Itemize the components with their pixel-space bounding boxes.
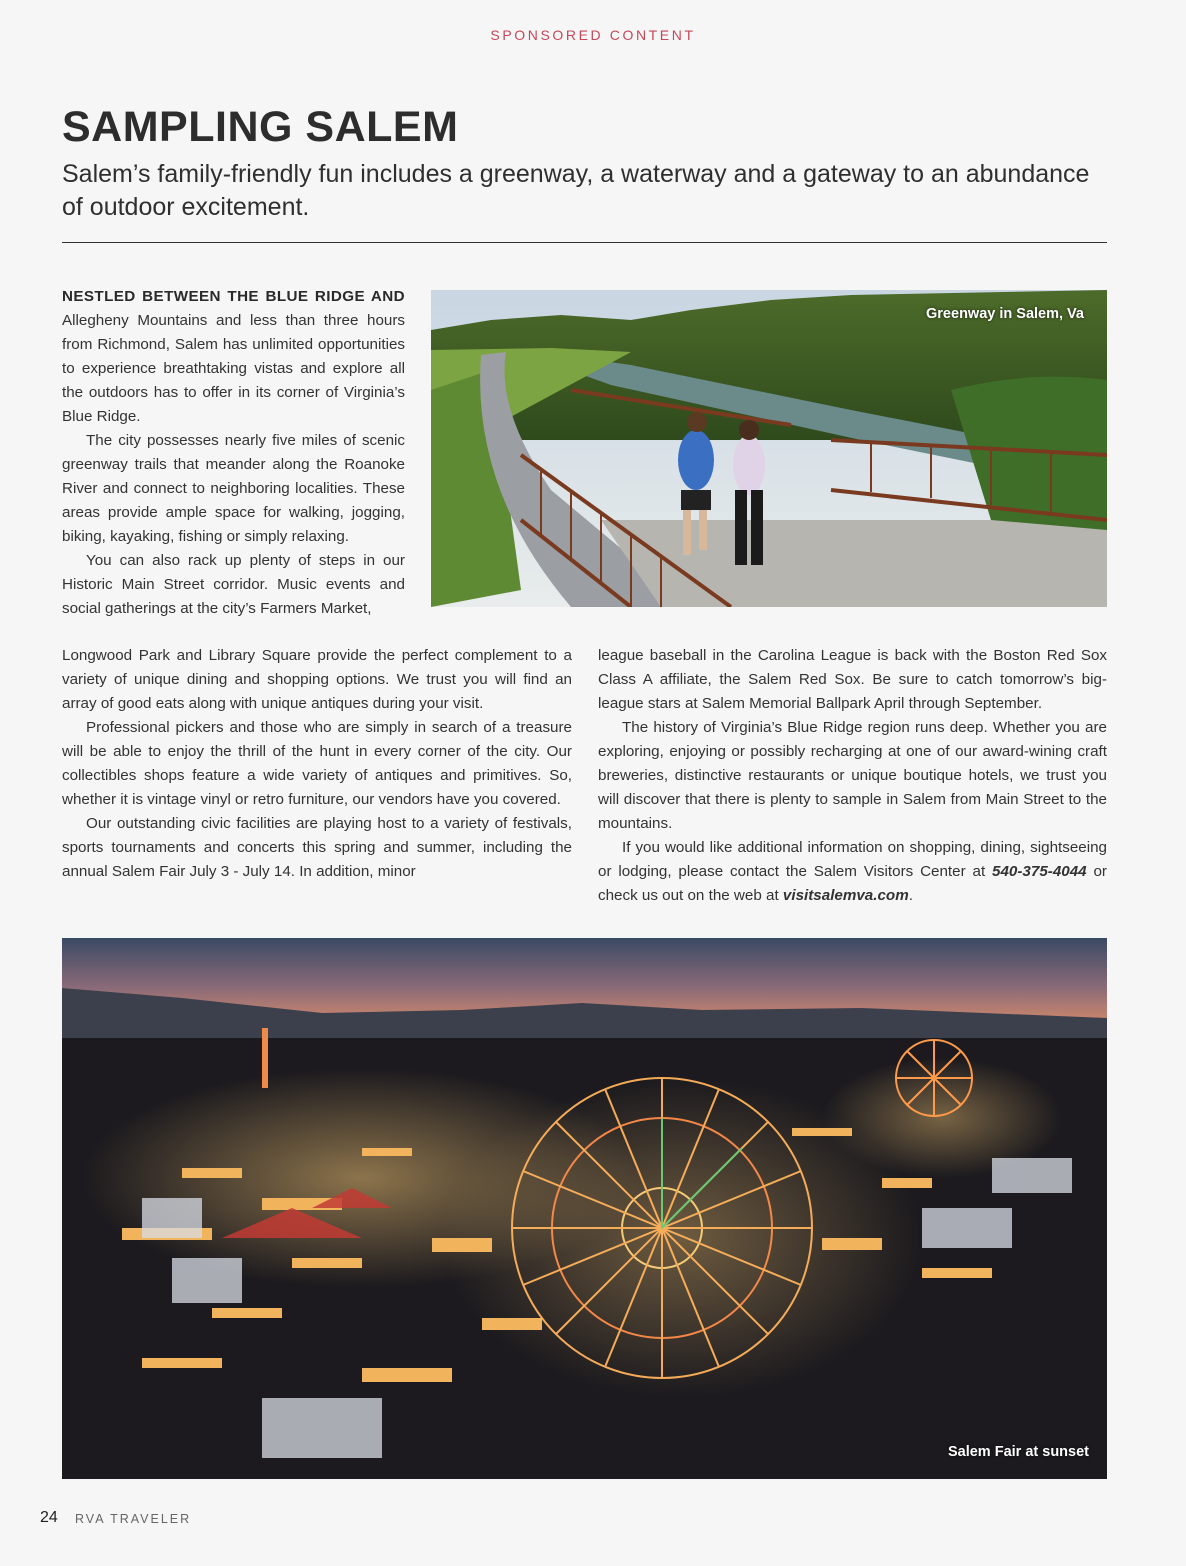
greenway-caption: Greenway in Salem, Va	[926, 306, 1084, 322]
website-link[interactable]: visitsalemva.com	[782, 887, 909, 904]
article-title: SAMPLING SALEM	[62, 103, 459, 151]
paragraph-5-rest: league baseball in the Carolina League is back with the Boston Red Sox Class A affiliate, the Salem Red Sox. Be sure to catch tomorrow’s big-league stars at Salem Memorial Ballpark April through September.	[598, 647, 1107, 712]
paragraph-1: NESTLED BETWEEN THE BLUE RIDGE AND Allegheny Mountains and less than three hours from Richmond, Salem has unlimited opportunities to experience breathtaking vistas and explore all the outdoors has to offer in its corner of Virginia’s Blue Ridge.	[62, 288, 405, 425]
paragraph-5-start: Our outstanding civic facilities are playing host to a variety of festivals, sports tournaments and concerts this spring and summer, including the annual Salem Fair July 3 - July 14. In addition, minor	[62, 815, 572, 880]
article-column-left	[62, 644, 572, 884]
paragraph-2: The city possesses nearly five miles of scenic greenway trails that meander along the Roanoke River and connect to neighboring localities. These areas provide ample space for walking, jogging, biking, kayaking, fishing or simply relaxing.	[62, 432, 405, 545]
header-divider	[62, 242, 1107, 243]
salem-fair-photo	[62, 938, 1107, 1479]
greenway-photo	[431, 290, 1107, 607]
salem-fair-caption: Salem Fair at sunset	[947, 1444, 1089, 1460]
paragraph-7: If you would like additional information on shopping, dining, sightseeing or lodging, please contact the Salem Visitors Center at 540-375-4044 or check us out on the web at visitsalemva.com.	[598, 839, 1107, 904]
paragraph-6: The history of Virginia’s Blue Ridge region runs deep. Whether you are exploring, enjoying or possibly recharging at one of our award-wining craft breweries, distinctive restaurants or unique boutique hotels, we trust you will discover that there is plenty to sample in Salem from Main Street to the mountains.	[598, 719, 1107, 832]
paragraph-3-start: You can also rack up plenty of steps in our Historic Main Street corridor. Music events and social gatherings at the city’s Farmers Market,	[62, 552, 405, 617]
phone-number: 540-375-4044	[992, 863, 1087, 880]
article-column-top	[62, 285, 405, 621]
article-subtitle: Salem’s family-friendly fun includes a greenway, a waterway and a gateway to an abundance of outdoor excitement.	[62, 160, 1090, 221]
paragraph-4: Professional pickers and those who are simply in search of a treasure will be able to enjoy the thrill of the hunt in every corner of the city. Our collectibles shops feature a wide variety of antiques and primitives. So, whether it is vintage vinyl or retro furniture, our vendors have you covered.	[62, 719, 572, 808]
page-number: 24	[40, 1509, 58, 1526]
sponsored-label: SPONSORED CONTENT	[490, 27, 696, 43]
lead-in: NESTLED BETWEEN THE BLUE RIDGE AND	[62, 288, 405, 305]
paragraph-3-rest: Longwood Park and Library Square provide the perfect complement to a variety of unique dining and shopping options. We trust you will find an array of good eats along with unique antiques during your visit.	[62, 647, 572, 712]
publication-name: RVA TRAVELER	[75, 1512, 192, 1526]
article-column-right	[598, 644, 1107, 908]
